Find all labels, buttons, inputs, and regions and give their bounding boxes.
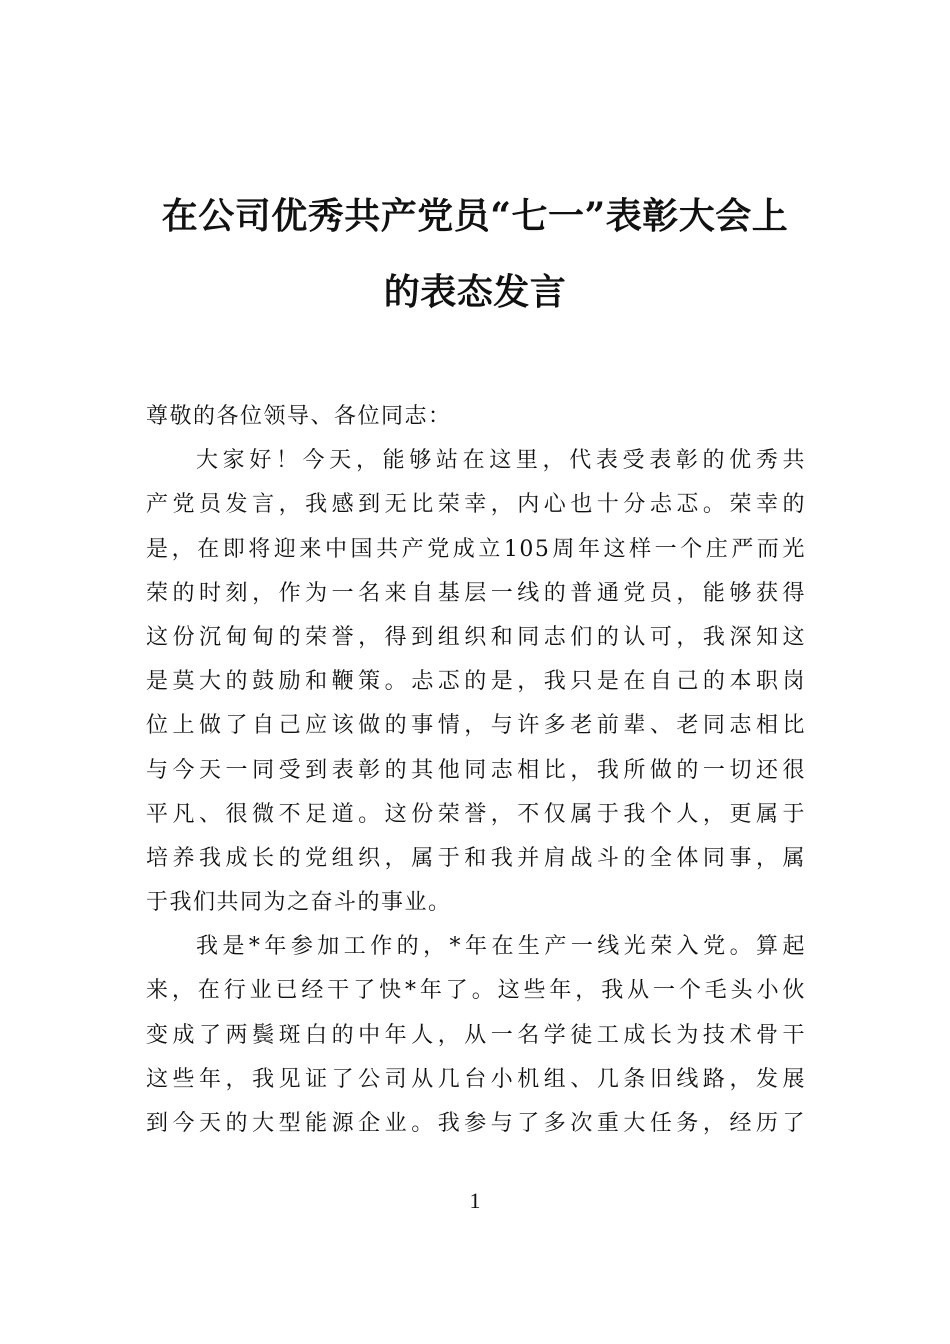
paragraph-line: 是莫大的鼓励和鞭策。忐忑的是，我只是在自己的本职岗: [146, 669, 806, 695]
paragraph-line: 我是*年参加工作的，*年在生产一线光荣入党。算起: [196, 934, 806, 960]
document-body: [146, 395, 806, 1146]
paragraph-line: 大家好！今天，能够站在这里，代表受表彰的优秀共: [196, 448, 806, 474]
paragraph-line: 这份沉甸甸的荣誉，得到组织和同志们的认可，我深知这: [146, 624, 806, 650]
paragraph-line: 与今天一同受到表彰的其他同志相比，我所做的一切还很: [146, 757, 806, 783]
paragraph-line: 荣的时刻，作为一名来自基层一线的普通党员，能够获得: [146, 580, 806, 606]
paragraph-line: 培养我成长的党组织，属于和我并肩战斗的全体同事，属: [146, 845, 806, 871]
paragraph-line: 于我们共同为之奋斗的事业。: [146, 890, 452, 916]
salutation: 尊敬的各位领导、各位同志：: [146, 404, 452, 429]
paragraph-line: 到今天的大型能源企业。我参与了多次重大任务，经历了: [146, 1111, 806, 1136]
paragraph-line: 位上做了自己应该做的事情，与许多老前辈、老同志相比: [146, 713, 806, 739]
paragraph-line: 平凡、很微不足道。这份荣誉，不仅属于我个人，更属于: [146, 801, 806, 827]
paragraph-line: 来，在行业已经干了快*年了。这些年，我从一个毛头小伙: [146, 978, 806, 1004]
paragraph-line: 是，在即将迎来中国共产党成立105周年这样一个庄严而光: [146, 536, 806, 562]
title-line-1: 在公司优秀共产党员“七一”表彰大会上: [161, 195, 789, 237]
page-number: 1: [469, 1188, 481, 1213]
title-line-2: 的表态发言: [383, 271, 567, 313]
paragraph-line: 产党员发言，我感到无比荣幸，内心也十分忐忑。荣幸的: [146, 492, 806, 518]
paragraph-line: 这些年，我见证了公司从几台小机组、几条旧线路，发展: [146, 1066, 806, 1092]
paragraph-line: 变成了两鬓斑白的中年人，从一名学徒工成长为技术骨干: [146, 1022, 806, 1048]
document-title: [100, 178, 850, 330]
